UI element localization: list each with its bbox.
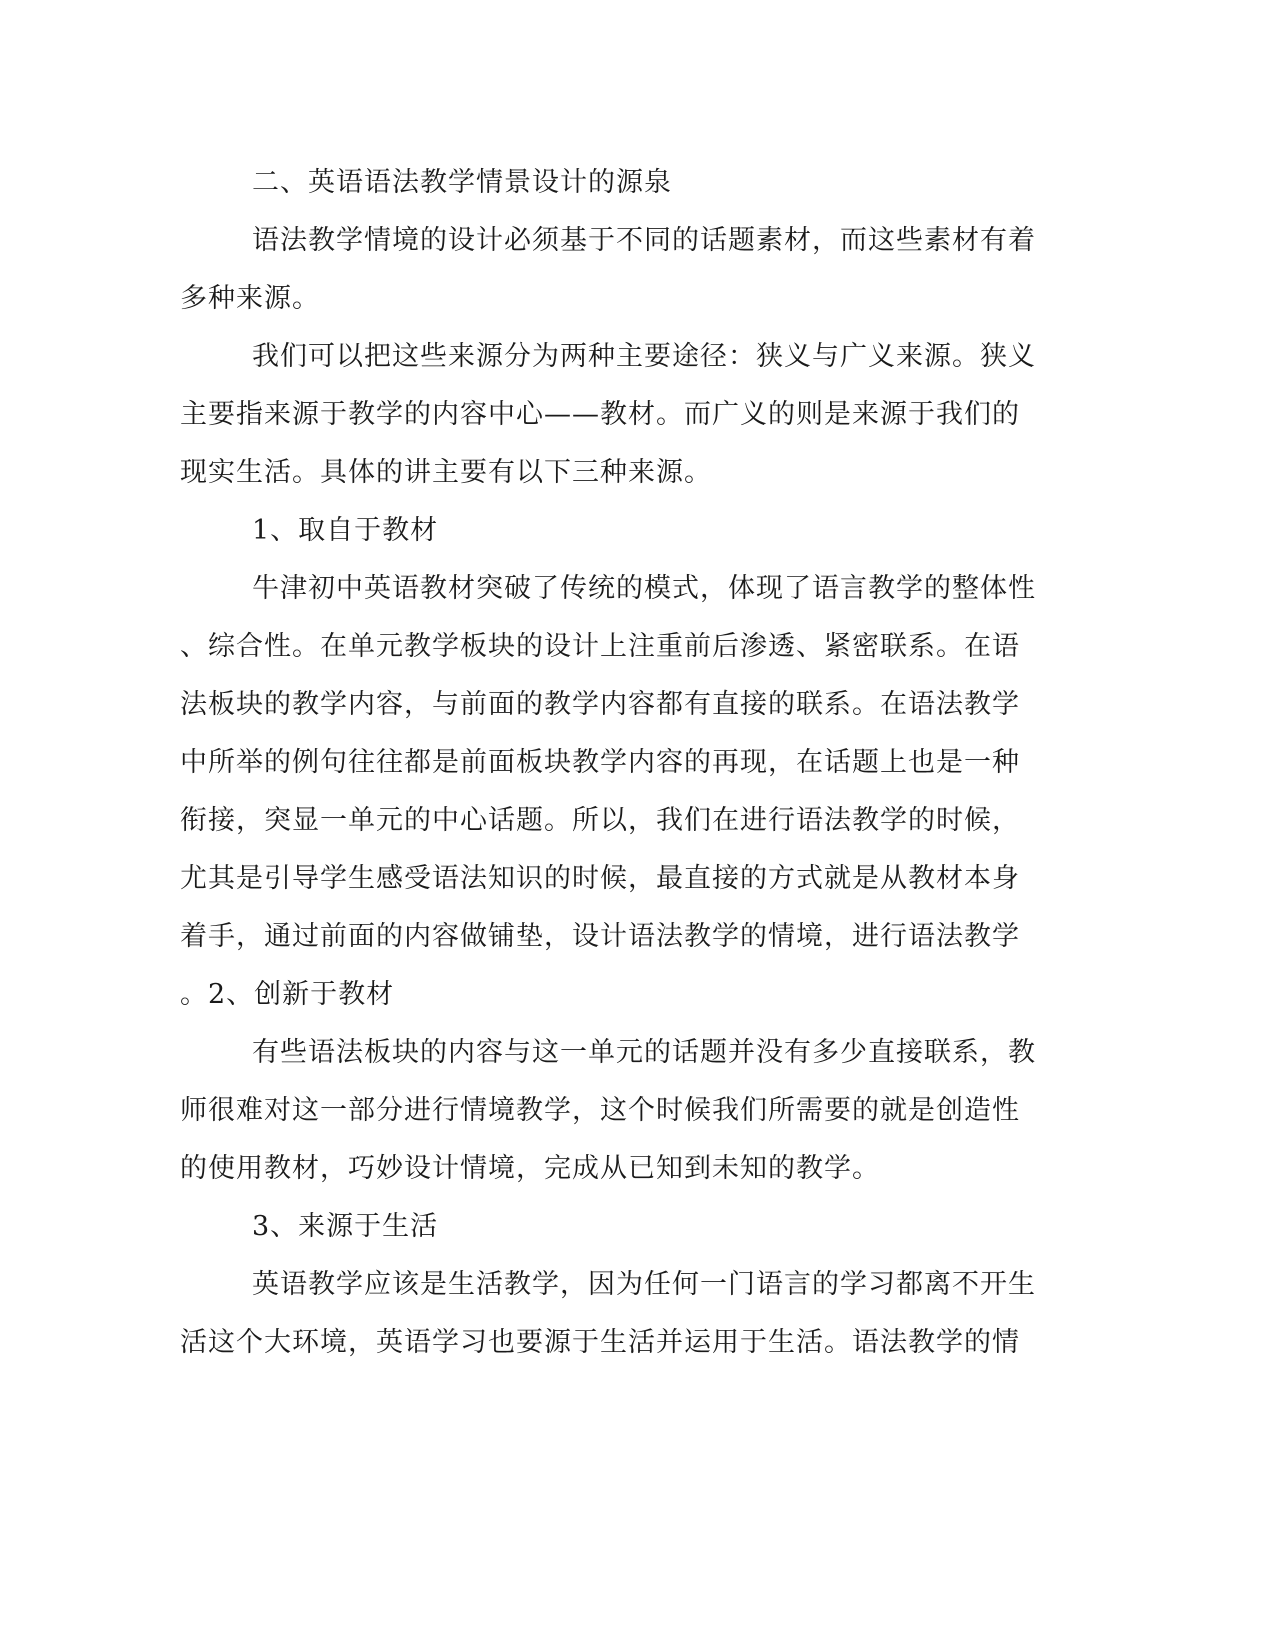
paragraph-line: 多种来源。	[180, 283, 320, 314]
paragraph-line: 牛津初中英语教材突破了传统的模式，体现了语言教学的整体性	[252, 573, 1036, 604]
paragraph-line: 法板块的教学内容，与前面的教学内容都有直接的联系。在语法教学	[180, 689, 1020, 720]
subsection-heading: 。2、创新于教材	[180, 979, 395, 1010]
paragraph-line: 我们可以把这些来源分为两种主要途径：狭义与广义来源。狭义	[252, 341, 1036, 372]
paragraph-line: 语法教学情境的设计必须基于不同的话题素材，而这些素材有着	[252, 225, 1036, 256]
paragraph-line: 有些语法板块的内容与这一单元的话题并没有多少直接联系，教	[252, 1037, 1036, 1068]
paragraph-line: 英语教学应该是生活教学，因为任何一门语言的学习都离不开生	[252, 1269, 1036, 1300]
paragraph-line: 现实生活。具体的讲主要有以下三种来源。	[180, 457, 712, 488]
section-heading: 二、英语语法教学情景设计的源泉	[252, 167, 672, 198]
paragraph-line: 着手，通过前面的内容做铺垫，设计语法教学的情境，进行语法教学	[180, 921, 1020, 952]
paragraph-line: 中所举的例句往往都是前面板块教学内容的再现，在话题上也是一种	[180, 747, 1020, 778]
paragraph-line: 、综合性。在单元教学板块的设计上注重前后渗透、紧密联系。在语	[180, 631, 1020, 662]
paragraph-line: 的使用教材，巧妙设计情境，完成从已知到未知的教学。	[180, 1153, 880, 1184]
paragraph-line: 尤其是引导学生感受语法知识的时候，最直接的方式就是从教材本身	[180, 863, 1020, 894]
paragraph-line: 师很难对这一部分进行情境教学，这个时候我们所需要的就是创造性	[180, 1095, 1020, 1126]
paragraph-line: 主要指来源于教学的内容中心——教材。而广义的则是来源于我们的	[180, 399, 1020, 430]
paragraph-line: 活这个大环境，英语学习也要源于生活并运用于生活。语法教学的情	[180, 1327, 1020, 1358]
subsection-heading: 3、来源于生活	[252, 1211, 439, 1242]
subsection-heading: 1、取自于教材	[252, 515, 439, 546]
paragraph-line: 衔接，突显一单元的中心话题。所以，我们在进行语法教学的时候，	[180, 805, 1020, 836]
